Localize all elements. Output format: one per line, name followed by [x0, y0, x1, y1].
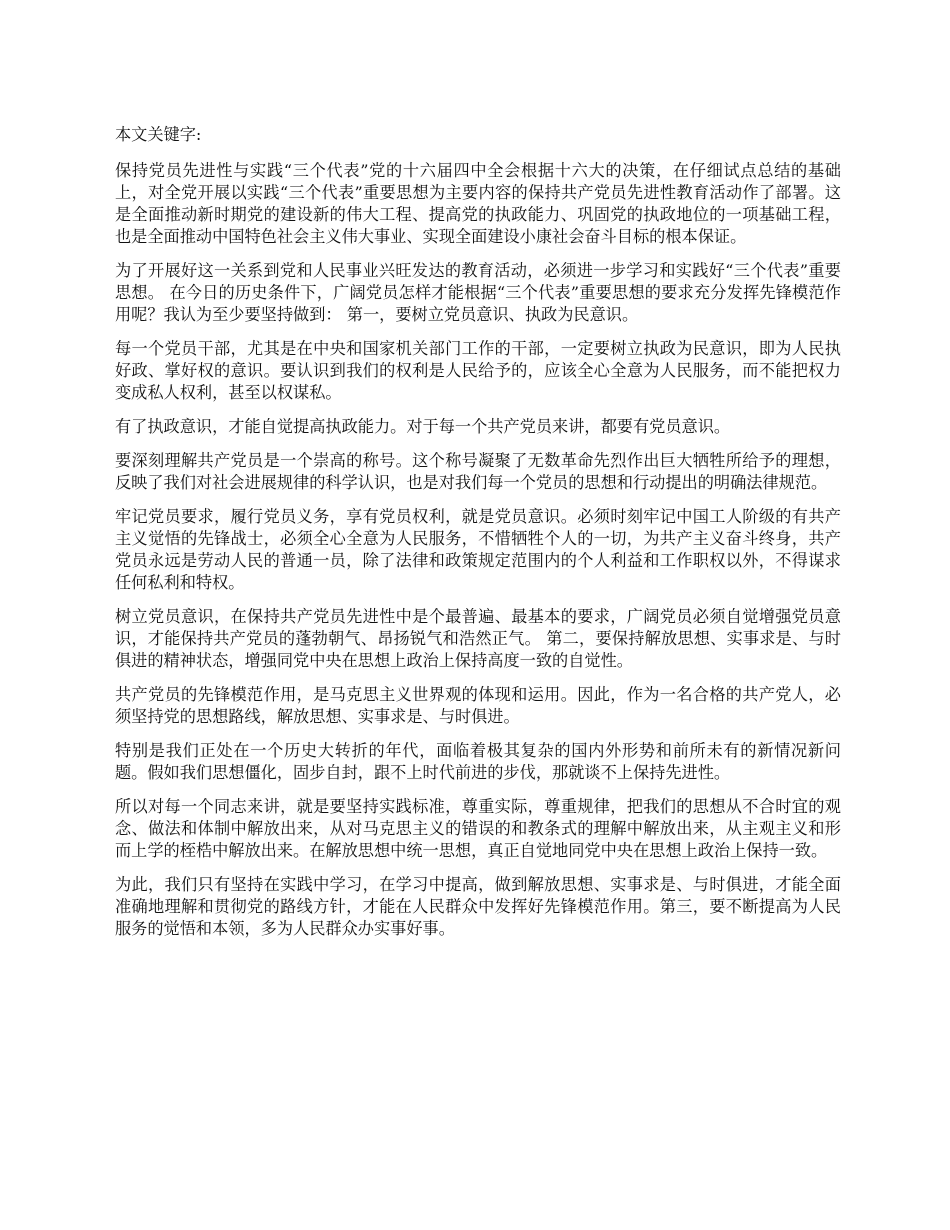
paragraph-9: 特别是我们正处在一个历史大转折的年代，面临着极其复杂的国内外形势和前所未有的新情况新问题。假如我们思想僵化，固步自封，跟不上时代前进的步伐，那就谈不上保持先进性。 — [115, 741, 841, 782]
document-page — [115, 124, 841, 952]
paragraph-3: 每一个党员干部，尤其是在中央和国家机关部门工作的干部，一定要树立执政为民意识，即为人民执好政、掌好权的意识。要认识到我们的权利是人民给予的，应该全心全意为人民服务，而不能把权力变成私人权利，甚至以权谋私。 — [115, 339, 841, 402]
paragraph-11: 为此，我们只有坚持在实践中学习，在学习中提高，做到解放思想、实事求是、与时俱进，才能全面准确地理解和贯彻党的路线方针，才能在人民群众中发挥好先锋模范作用。第三，要不断提高为人民服务的觉悟和本领，多为人民群众办实事好事。 — [115, 875, 841, 938]
paragraph-1: 保持党员先进性与实践“三个代表”党的十六届四中全会根据十六大的决策，在仔细试点总结的基础上，对全党开展以实践“三个代表”重要思想为主要内容的保持共产党员先进性教育活动作了部署。这是全面推动新时期党的建设新的伟大工程、提高党的执政能力、巩固党的执政地位的一项基础工程，也是全面推动中国特色社会主义伟大事业、实现全面建设小康社会奋斗目标的根本保证。 — [115, 161, 841, 246]
paragraph-10: 所以对每一个同志来讲，就是要坚持实践标准，尊重实际，尊重规律，把我们的思想从不合时宜的观念、做法和体制中解放出来，从对马克思主义的错误的和教条式的理解中解放出来，从主观主义和形而上学的桎梏中解放出来。在解放思想中统一思想，真正自觉地同党中央在思想上政治上保持一致。 — [115, 797, 841, 860]
paragraph-8: 共产党员的先锋模范作用，是马克思主义世界观的体现和运用。因此，作为一名合格的共产党人，必须坚持党的思想路线，解放思想、实事求是、与时俱进。 — [115, 685, 841, 726]
paragraph-7: 树立党员意识，在保持共产党员先进性中是个最普遍、最基本的要求，广阔党员必须自觉增强党员意识，才能保持共产党员的蓬勃朝气、昂扬锐气和浩然正气。 第二，要保持解放思想、实事求是、与时俱进的精神状态，增强同党中央在思想上政治上保持高度一致的自觉性。 — [115, 607, 841, 670]
keywords-label: 本文关键字: — [115, 125, 202, 144]
paragraph-2: 为了开展好这一关系到党和人民事业兴旺发达的教育活动，必须进一步学习和实践好“三个代表”重要思想。 在今日的历史条件下，广阔党员怎样才能根据“三个代表”重要思想的要求充分发挥先锋模范作用呢？我认为至少要坚持做到： 第一，要树立党员意识、执政为民意识。 — [115, 261, 841, 324]
paragraph-6: 牢记党员要求，履行党员义务，享有党员权利，就是党员意识。必须时刻牢记中国工人阶级的有共产主义觉悟的先锋战士，必须全心全意为人民服务，不惜牺牲个人的一切，为共产主义奋斗终身，共产党员永远是劳动人民的普通一员，除了法律和政策规定范围内的个人利益和工作职权以外，不得谋求任何私利和特权。 — [115, 507, 841, 592]
paragraph-5: 要深刻理解共产党员是一个崇高的称号。这个称号凝聚了无数革命先烈作出巨大牺牲所给予的理想，反映了我们对社会进展规律的科学认识，也是对我们每一个党员的思想和行动提出的明确法律规范。 — [115, 451, 841, 492]
paragraph-4: 有了执政意识，才能自觉提高执政能力。对于每一个共产党员来讲，都要有党员意识。 — [115, 417, 731, 436]
